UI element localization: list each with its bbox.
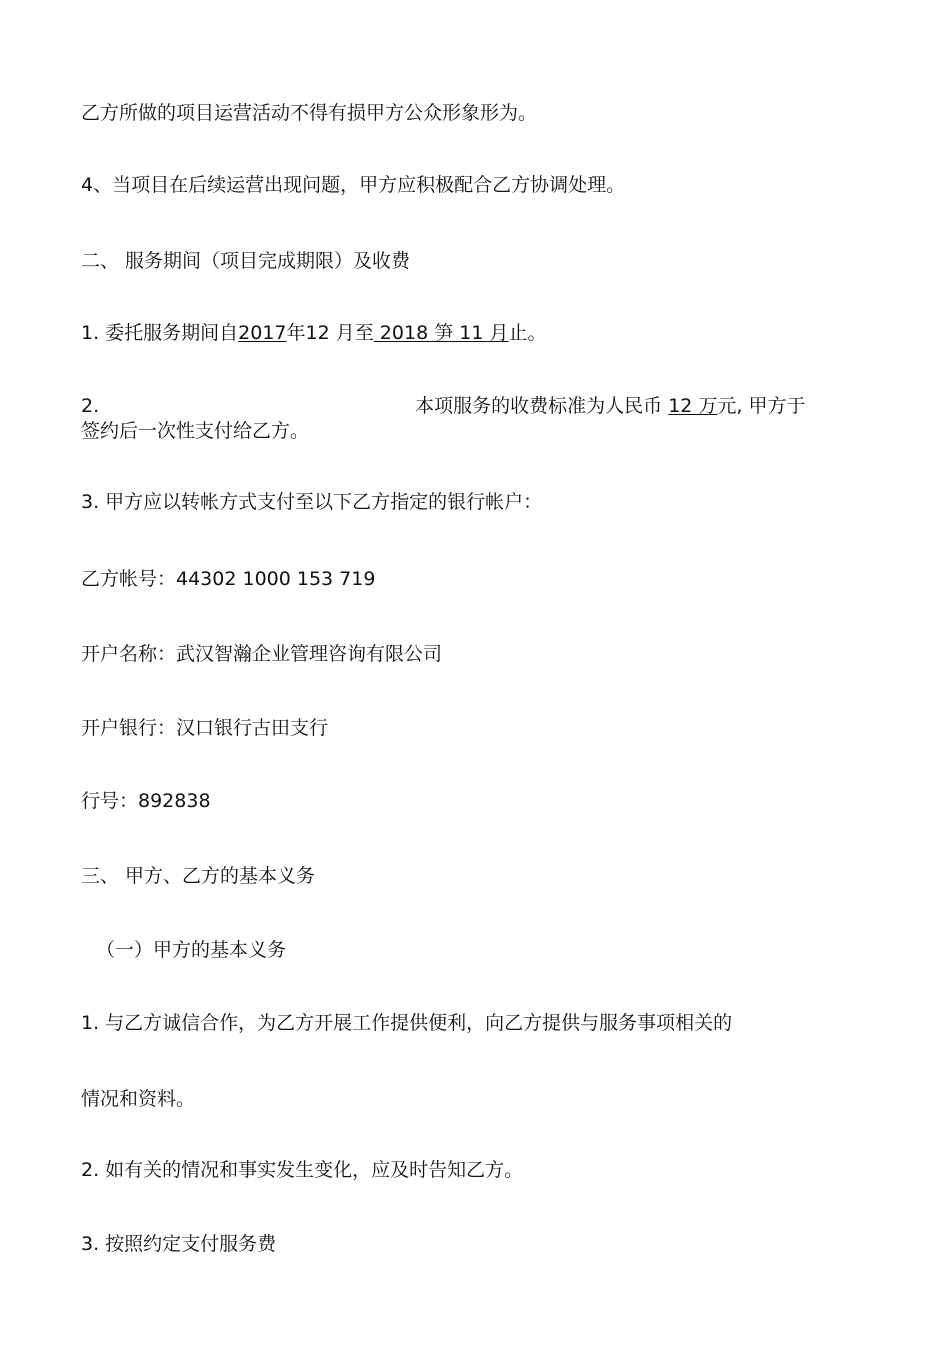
- fee-line-1: [81, 394, 806, 418]
- term-prefix: 1. 委托服务期间自: [81, 322, 239, 344]
- subsection-1-heading: （一）甲方的基本义务: [96, 939, 287, 961]
- fee-line-2: 签约后一次性支付给乙方。: [81, 420, 310, 442]
- bank-name: 开户银行：汉口银行古田支行: [81, 717, 329, 739]
- fee-number: 2.: [81, 395, 100, 417]
- term-start-rest: 12 月至: [305, 322, 374, 344]
- term-year-char: 年: [286, 322, 306, 344]
- duty-3: 3. 按照约定支付服务费: [81, 1233, 277, 1255]
- term-suffix: 止。: [508, 322, 547, 344]
- service-term-line: [81, 321, 546, 345]
- term-end: 2018 笋 11 月: [373, 322, 509, 344]
- duty-2: 2. 如有关的情况和事实发生变化，应及时告知乙方。: [81, 1159, 524, 1181]
- fee-text-b: 元, 甲方于: [717, 395, 806, 417]
- fee-text-a: 本项服务的收费标准为人民币: [415, 395, 669, 417]
- paragraph-item-4: 4、当项目在后续运营出现问题，甲方应积极配合乙方协调处理。: [81, 174, 626, 196]
- section-2-heading: 二、 服务期间（项目完成期限）及收费: [81, 250, 411, 272]
- bank-code: 行号：892838: [81, 790, 211, 812]
- fee-amount: 12 万: [668, 395, 718, 417]
- paragraph-operation-image: 乙方所做的项目运营活动不得有损甲方公众形象形为。: [81, 102, 538, 124]
- account-name: 开户名称：武汉智瀚企业管理咨询有限公司: [81, 643, 443, 665]
- transfer-instruction: 3. 甲方应以转帐方式支付至以下乙方指定的银行帐户：: [81, 491, 543, 513]
- term-start-year: 2017: [238, 322, 287, 344]
- account-number: 乙方帐号：44302 1000 153 719: [81, 568, 376, 590]
- duty-1-line-2: 情况和资料。: [81, 1088, 196, 1110]
- duty-1-line-1: 1. 与乙方诚信合作，为乙方开展工作提供便利，向乙方提供与服务事项相关的: [81, 1012, 733, 1034]
- section-3-heading: 三、 甲方、乙方的基本义务: [81, 865, 316, 887]
